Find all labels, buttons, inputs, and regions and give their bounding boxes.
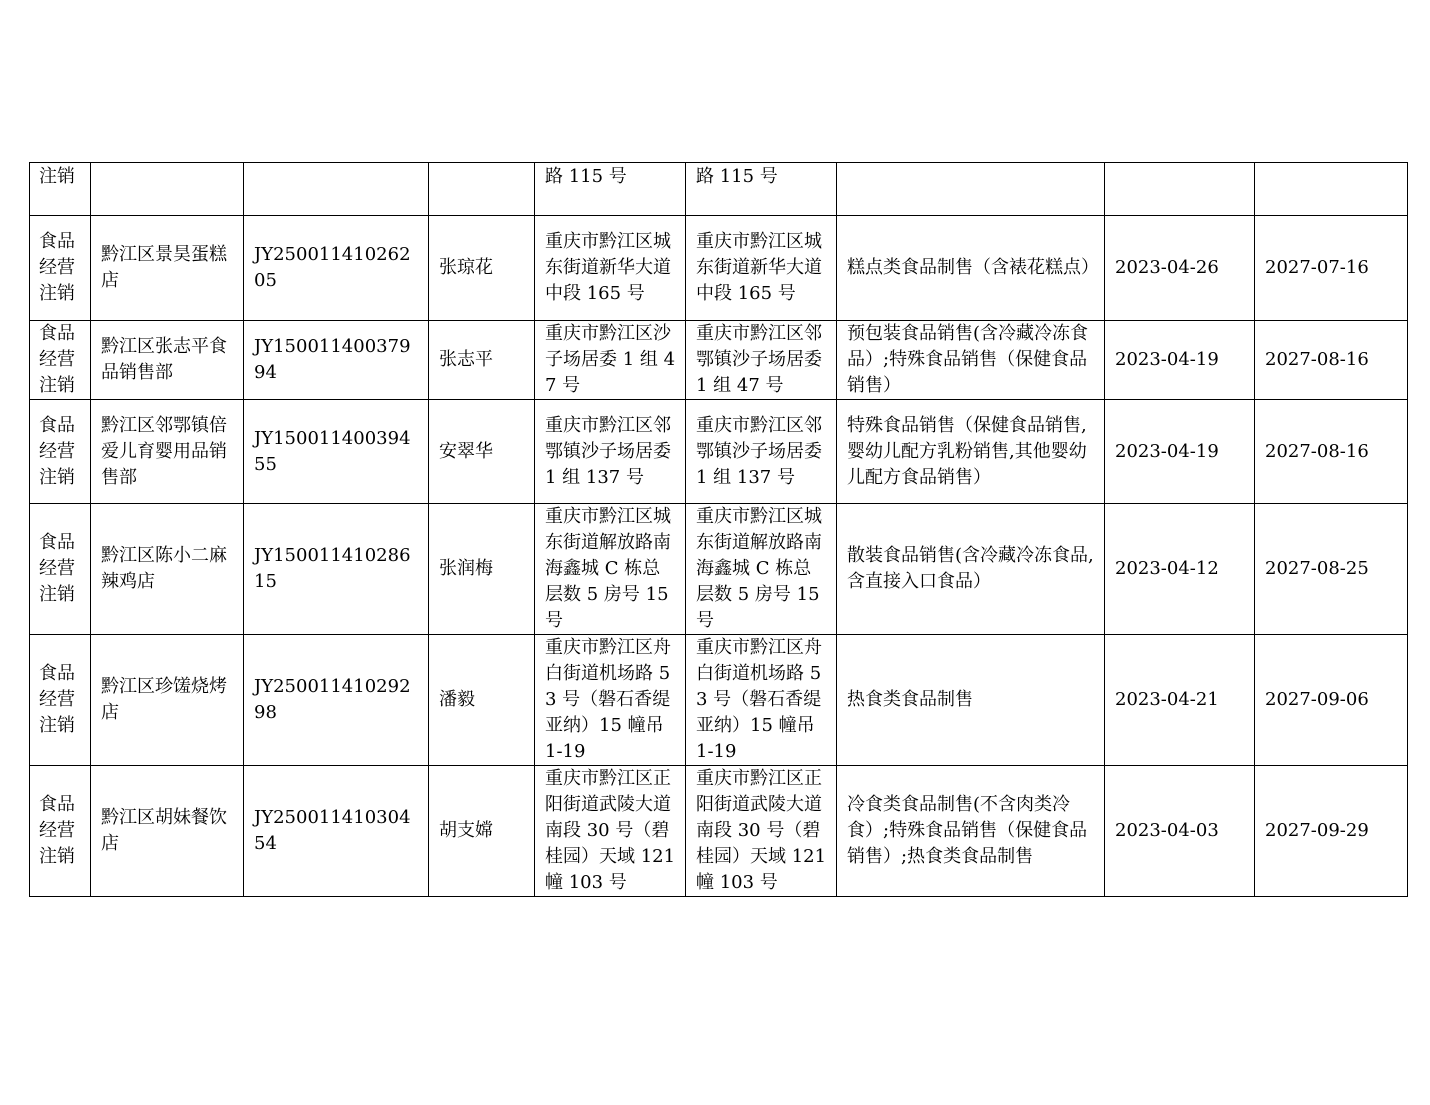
cell-expire-date: 2027-07-16 — [1255, 216, 1408, 321]
cell-issue-date: 2023-04-21 — [1105, 635, 1255, 766]
cell-person — [429, 163, 535, 216]
cell-scope: 热食类食品制售 — [837, 635, 1105, 766]
cell-name: 黔江区景昊蛋糕店 — [91, 216, 244, 321]
cell-issue-date: 2023-04-19 — [1105, 400, 1255, 504]
cell-name: 黔江区张志平食品销售部 — [91, 321, 244, 400]
records-table — [29, 162, 1408, 897]
cell-scope: 冷食类食品制售(不含肉类冷食）;特殊食品销售（保健食品销售）;热食类食品制售 — [837, 766, 1105, 897]
cell-site: 路 115 号 — [686, 163, 837, 216]
table-row — [30, 163, 1408, 216]
table-row — [30, 504, 1408, 635]
cell-type: 食品经营注销 — [30, 504, 91, 635]
table-row — [30, 635, 1408, 766]
cell-type: 食品经营注销 — [30, 321, 91, 400]
cell-expire-date: 2027-09-06 — [1255, 635, 1408, 766]
table-row — [30, 400, 1408, 504]
cell-scope: 特殊食品销售（保健食品销售,婴幼儿配方乳粉销售,其他婴幼儿配方食品销售） — [837, 400, 1105, 504]
cell-scope: 预包装食品销售(含冷藏冷冻食品）;特殊食品销售（保健食品销售） — [837, 321, 1105, 400]
cell-license: JY15001140037994 — [244, 321, 429, 400]
cell-type: 食品经营注销 — [30, 635, 91, 766]
cell-address: 重庆市黔江区正阳街道武陵大道南段 30 号（碧桂园）天域 121 幢 103 号 — [535, 766, 686, 897]
cell-license — [244, 163, 429, 216]
cell-name: 黔江区陈小二麻辣鸡店 — [91, 504, 244, 635]
cell-expire-date: 2027-09-29 — [1255, 766, 1408, 897]
cell-person: 安翠华 — [429, 400, 535, 504]
cell-site: 重庆市黔江区舟白街道机场路 53 号（磐石香缇亚纳）15 幢吊 1-19 — [686, 635, 837, 766]
cell-site: 重庆市黔江区正阳街道武陵大道南段 30 号（碧桂园）天域 121 幢 103 号 — [686, 766, 837, 897]
table-row — [30, 216, 1408, 321]
cell-site: 重庆市黔江区城东街道解放路南海鑫城 C 栋总层数 5 房号 15 号 — [686, 504, 837, 635]
cell-type: 注销 — [30, 163, 91, 216]
cell-address: 路 115 号 — [535, 163, 686, 216]
cell-type: 食品经营注销 — [30, 766, 91, 897]
cell-address: 重庆市黔江区城东街道解放路南海鑫城 C 栋总层数 5 房号 15 号 — [535, 504, 686, 635]
cell-site: 重庆市黔江区邻鄂镇沙子场居委 1 组 137 号 — [686, 400, 837, 504]
cell-address: 重庆市黔江区沙子场居委 1 组 47 号 — [535, 321, 686, 400]
cell-issue-date: 2023-04-12 — [1105, 504, 1255, 635]
cell-person: 胡支嫦 — [429, 766, 535, 897]
cell-name: 黔江区邻鄂镇倍爱儿育婴用品销售部 — [91, 400, 244, 504]
cell-license: JY15001141028615 — [244, 504, 429, 635]
cell-issue-date — [1105, 163, 1255, 216]
cell-scope: 糕点类食品制售（含裱花糕点） — [837, 216, 1105, 321]
cell-person: 张润梅 — [429, 504, 535, 635]
cell-address: 重庆市黔江区舟白街道机场路 53 号（磐石香缇亚纳）15 幢吊 1-19 — [535, 635, 686, 766]
cell-person: 潘毅 — [429, 635, 535, 766]
cell-expire-date: 2027-08-16 — [1255, 321, 1408, 400]
cell-site: 重庆市黔江区城东街道新华大道中段 165 号 — [686, 216, 837, 321]
cell-type: 食品经营注销 — [30, 216, 91, 321]
table-row — [30, 321, 1408, 400]
cell-address: 重庆市黔江区城东街道新华大道中段 165 号 — [535, 216, 686, 321]
cell-person: 张志平 — [429, 321, 535, 400]
cell-scope: 散装食品销售(含冷藏冷冻食品,含直接入口食品） — [837, 504, 1105, 635]
cell-address: 重庆市黔江区邻鄂镇沙子场居委 1 组 137 号 — [535, 400, 686, 504]
cell-issue-date: 2023-04-26 — [1105, 216, 1255, 321]
cell-license: JY25001141030454 — [244, 766, 429, 897]
cell-person: 张琼花 — [429, 216, 535, 321]
cell-scope — [837, 163, 1105, 216]
cell-expire-date: 2027-08-16 — [1255, 400, 1408, 504]
cell-site: 重庆市黔江区邻鄂镇沙子场居委 1 组 47 号 — [686, 321, 837, 400]
cell-name — [91, 163, 244, 216]
cell-name: 黔江区珍馐烧烤店 — [91, 635, 244, 766]
table-row — [30, 766, 1408, 897]
cell-license: JY15001140039455 — [244, 400, 429, 504]
cell-issue-date: 2023-04-19 — [1105, 321, 1255, 400]
cell-type: 食品经营注销 — [30, 400, 91, 504]
cell-license: JY25001141026205 — [244, 216, 429, 321]
cell-name: 黔江区胡妹餐饮店 — [91, 766, 244, 897]
cell-expire-date — [1255, 163, 1408, 216]
table-body — [30, 163, 1408, 897]
cell-issue-date: 2023-04-03 — [1105, 766, 1255, 897]
cell-license: JY25001141029298 — [244, 635, 429, 766]
cell-expire-date: 2027-08-25 — [1255, 504, 1408, 635]
